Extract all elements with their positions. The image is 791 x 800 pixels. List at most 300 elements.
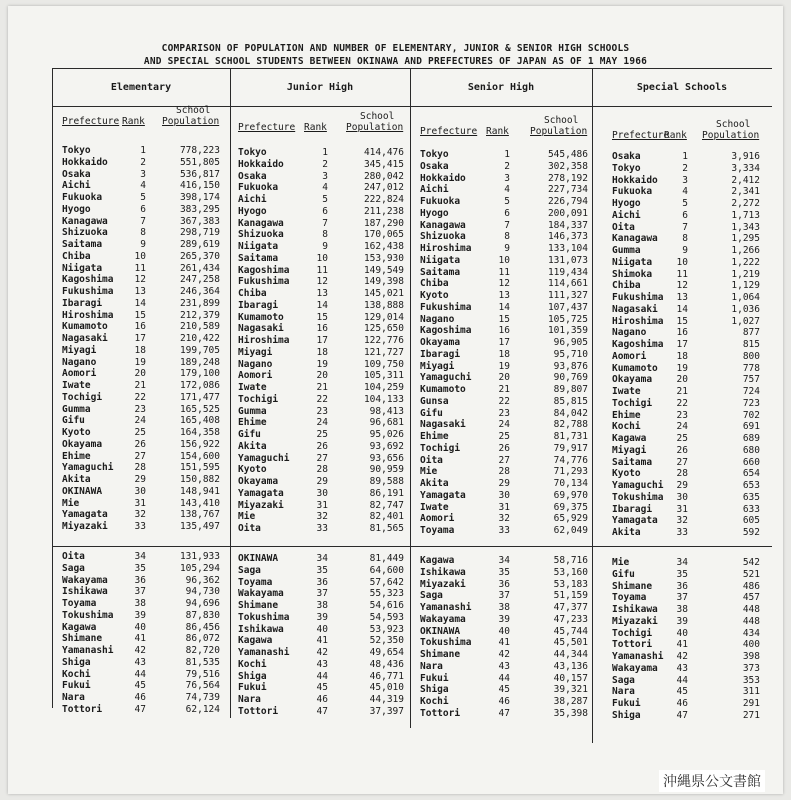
table-row bbox=[410, 637, 592, 649]
table-row bbox=[52, 368, 230, 380]
prefecture-cell: Hiroshima bbox=[420, 243, 472, 254]
population-cell: 156,922 bbox=[179, 438, 220, 450]
prefecture-cell: Nagano bbox=[238, 358, 273, 370]
rank-cell: 38 bbox=[676, 604, 688, 615]
table-row bbox=[410, 708, 592, 720]
population-cell: 105,294 bbox=[179, 562, 220, 574]
population-cell: 119,434 bbox=[547, 266, 588, 278]
rank-cell: 44 bbox=[134, 668, 146, 680]
table-row bbox=[410, 231, 592, 243]
table-row bbox=[592, 480, 772, 492]
rank-cell: 31 bbox=[316, 499, 328, 511]
rank-cell: 47 bbox=[676, 709, 688, 721]
population-cell: 69,970 bbox=[553, 489, 588, 501]
rank-cell: 11 bbox=[498, 266, 510, 278]
prefecture-cell: Yamanashi bbox=[238, 647, 290, 658]
rank-cell: 42 bbox=[676, 651, 688, 662]
rank-cell: 25 bbox=[316, 429, 328, 440]
table-row bbox=[410, 567, 592, 579]
prefecture-cell: Tochigi bbox=[420, 442, 461, 454]
table-row bbox=[230, 229, 410, 241]
population-cell: 81,535 bbox=[185, 656, 220, 668]
population-cell: 150,882 bbox=[179, 474, 220, 485]
prefecture-cell: Gifu bbox=[420, 407, 443, 419]
table-row bbox=[230, 194, 410, 206]
rank-cell: 45 bbox=[316, 682, 328, 694]
prefecture-cell: Yamanashi bbox=[612, 651, 664, 662]
table-row bbox=[592, 445, 772, 457]
prefecture-cell: Nara bbox=[238, 694, 261, 705]
table-row bbox=[592, 245, 772, 257]
rank-cell: 40 bbox=[676, 627, 688, 639]
population-cell: 1,343 bbox=[731, 221, 760, 233]
table-row bbox=[52, 521, 230, 533]
table-row bbox=[230, 671, 410, 683]
rank-cell: 3 bbox=[140, 168, 146, 180]
prefecture-cell: Osaka bbox=[238, 170, 267, 182]
population-cell: 1,222 bbox=[731, 256, 760, 268]
rank-cell: 30 bbox=[316, 487, 328, 499]
population-cell: 226,794 bbox=[547, 196, 588, 207]
prefecture-cell: Gunsa bbox=[420, 395, 449, 407]
population-cell: 86,191 bbox=[369, 487, 404, 499]
table-row bbox=[52, 563, 230, 575]
population-cell: 545,486 bbox=[547, 149, 588, 160]
prefecture-cell: Hyogo bbox=[238, 205, 267, 217]
table-row bbox=[52, 633, 230, 645]
rank-cell: 14 bbox=[134, 297, 146, 309]
table-row bbox=[52, 251, 230, 263]
rank-cell: 7 bbox=[682, 221, 688, 233]
prefecture-cell: Hiroshima bbox=[612, 315, 664, 327]
rank-cell: 14 bbox=[676, 303, 688, 315]
population-cell: 71,293 bbox=[553, 466, 588, 478]
prefecture-cell: Yamaguchi bbox=[62, 462, 114, 474]
table-row bbox=[52, 575, 230, 587]
rank-cell: 43 bbox=[134, 656, 146, 668]
population-cell: 57,642 bbox=[369, 576, 404, 588]
population-cell: 105,725 bbox=[547, 313, 588, 325]
table-row bbox=[410, 361, 592, 373]
prefecture-cell: Mie bbox=[62, 497, 80, 509]
population-cell: 138,767 bbox=[179, 509, 220, 521]
population-cell: 278,192 bbox=[547, 172, 588, 184]
rank-cell: 37 bbox=[134, 586, 146, 598]
population-cell: 104,259 bbox=[363, 382, 404, 393]
prefecture-cell: Fukuoka bbox=[62, 192, 103, 203]
prefecture-cell: Kagawa bbox=[612, 433, 647, 444]
prefecture-cell: Niigata bbox=[420, 254, 461, 266]
table-row bbox=[410, 278, 592, 290]
prefecture-cell: Shizuoka bbox=[238, 229, 284, 241]
rank-cell: 25 bbox=[676, 433, 688, 444]
table-row bbox=[592, 569, 772, 581]
header-school: School bbox=[176, 105, 211, 116]
prefecture-cell: Gifu bbox=[612, 568, 635, 580]
rank-cell: 6 bbox=[322, 205, 328, 217]
rank-cell: 41 bbox=[676, 639, 688, 651]
prefecture-cell: Fukushima bbox=[238, 276, 290, 288]
header-prefecture: Prefecture bbox=[420, 126, 478, 137]
section-title: Junior High bbox=[286, 82, 354, 93]
rank-cell: 44 bbox=[498, 672, 510, 684]
prefecture-cell: Tokyo bbox=[238, 147, 267, 158]
population-cell: 76,564 bbox=[185, 680, 220, 692]
population-cell: 212,379 bbox=[179, 309, 220, 321]
prefecture-cell: Akita bbox=[238, 440, 267, 452]
rank-cell: 45 bbox=[676, 686, 688, 698]
prefecture-cell: Kanagawa bbox=[612, 233, 658, 245]
rank-cell: 20 bbox=[134, 368, 146, 380]
prefecture-cell: Aomori bbox=[62, 368, 97, 380]
rank-cell: 44 bbox=[676, 674, 688, 686]
prefecture-cell: Kanagawa bbox=[238, 217, 284, 229]
prefecture-cell: Tottori bbox=[238, 705, 279, 717]
table-row bbox=[52, 498, 230, 510]
population-cell: 122,776 bbox=[363, 335, 404, 346]
rank-cell: 36 bbox=[316, 576, 328, 588]
rank-cell: 3 bbox=[504, 172, 510, 184]
rank-cell: 19 bbox=[498, 360, 510, 372]
prefecture-cell: Shimane bbox=[420, 649, 461, 660]
population-cell: 53,183 bbox=[553, 578, 588, 590]
prefecture-cell: Ishikawa bbox=[238, 623, 284, 635]
rank-cell: 4 bbox=[322, 182, 328, 194]
prefecture-cell: Kagawa bbox=[62, 621, 97, 633]
prefecture-cell: Aomori bbox=[612, 350, 647, 362]
population-cell: 400 bbox=[742, 639, 760, 651]
population-cell: 298,719 bbox=[179, 227, 220, 239]
population-cell: 45,501 bbox=[553, 637, 588, 649]
prefecture-cell: Yamagata bbox=[420, 489, 466, 501]
table-row bbox=[230, 635, 410, 647]
rank-cell: 8 bbox=[322, 229, 328, 241]
prefecture-cell: Kochi bbox=[238, 658, 267, 670]
table-row bbox=[230, 476, 410, 488]
table-row bbox=[230, 394, 410, 406]
prefecture-cell: Okayama bbox=[612, 374, 653, 386]
rank-cell: 39 bbox=[134, 609, 146, 621]
table-row bbox=[230, 406, 410, 418]
rank-cell: 12 bbox=[676, 280, 688, 292]
table-row bbox=[410, 490, 592, 502]
prefecture-cell: Yamanashi bbox=[62, 645, 114, 656]
prefecture-cell: Nara bbox=[62, 692, 85, 703]
prefecture-cell: Kumamoto bbox=[238, 311, 284, 323]
rank-cell: 32 bbox=[316, 511, 328, 523]
rank-cell: 34 bbox=[316, 553, 328, 564]
prefecture-cell: Hokkaido bbox=[238, 158, 284, 170]
prefecture-cell: Saga bbox=[420, 590, 443, 602]
rank-cell: 4 bbox=[140, 180, 146, 192]
prefecture-cell: Kyoto bbox=[238, 464, 267, 476]
prefecture-cell: Shizuoka bbox=[62, 227, 108, 239]
rank-cell: 23 bbox=[676, 409, 688, 421]
population-cell: 37,397 bbox=[369, 705, 404, 717]
prefecture-cell: Fukushima bbox=[420, 301, 472, 313]
population-cell: 800 bbox=[742, 350, 760, 362]
rank-cell: 31 bbox=[134, 497, 146, 509]
prefecture-cell: Miyagi bbox=[238, 346, 273, 358]
table-row bbox=[52, 286, 230, 298]
population-cell: 654 bbox=[742, 468, 760, 480]
population-cell: 416,150 bbox=[179, 180, 220, 192]
population-cell: 95,026 bbox=[369, 429, 404, 440]
rank-cell: 13 bbox=[316, 288, 328, 299]
table-row bbox=[410, 602, 592, 614]
population-cell: 633 bbox=[742, 503, 760, 515]
population-cell: 125,650 bbox=[363, 323, 404, 335]
population-cell: 311 bbox=[742, 686, 760, 698]
prefecture-cell: Osaka bbox=[420, 160, 449, 172]
rank-cell: 4 bbox=[682, 186, 688, 198]
population-cell: 457 bbox=[742, 592, 760, 604]
prefecture-cell: Hokkaido bbox=[62, 156, 108, 168]
table-row bbox=[52, 380, 230, 392]
prefecture-cell: Miyazaki bbox=[420, 578, 466, 590]
rank-cell: 40 bbox=[498, 625, 510, 637]
header-school: School bbox=[716, 119, 751, 130]
prefecture-cell: Tochigi bbox=[238, 393, 279, 405]
population-cell: 35,398 bbox=[553, 707, 588, 719]
prefecture-cell: Kagoshima bbox=[420, 325, 472, 337]
prefecture-cell: Ehime bbox=[238, 417, 267, 429]
population-cell: 723 bbox=[742, 397, 760, 409]
rank-cell: 40 bbox=[316, 623, 328, 635]
population-cell: 79,516 bbox=[185, 668, 220, 680]
rank-cell: 26 bbox=[498, 442, 510, 454]
rank-cell: 43 bbox=[498, 660, 510, 672]
prefecture-cell: Fukuoka bbox=[420, 196, 461, 207]
table-row bbox=[410, 579, 592, 591]
table-row bbox=[230, 565, 410, 577]
prefecture-cell: Hyogo bbox=[612, 198, 641, 209]
population-cell: 55,323 bbox=[369, 588, 404, 600]
rank-cell: 33 bbox=[676, 527, 688, 538]
rank-cell: 20 bbox=[316, 370, 328, 382]
rank-cell: 22 bbox=[676, 397, 688, 409]
archive-watermark: 沖縄県公文書館 bbox=[659, 770, 765, 792]
rank-cell: 17 bbox=[498, 337, 510, 348]
population-cell: 87,830 bbox=[185, 609, 220, 621]
table-row bbox=[592, 504, 772, 516]
rank-cell: 42 bbox=[134, 645, 146, 656]
population-cell: 280,042 bbox=[363, 170, 404, 182]
prefecture-cell: Tottori bbox=[612, 639, 653, 651]
table-row bbox=[592, 604, 772, 616]
population-cell: 265,370 bbox=[179, 250, 220, 262]
table-row bbox=[230, 265, 410, 277]
prefecture-cell: Yamaguchi bbox=[420, 372, 472, 384]
population-cell: 179,100 bbox=[179, 368, 220, 380]
prefecture-cell: Yamagata bbox=[612, 515, 658, 527]
table-row bbox=[230, 523, 410, 535]
table-row bbox=[52, 622, 230, 634]
rank-cell: 39 bbox=[498, 613, 510, 625]
rank-cell: 21 bbox=[316, 382, 328, 393]
rank-cell: 46 bbox=[134, 692, 146, 703]
population-cell: 302,358 bbox=[547, 160, 588, 172]
table-row bbox=[52, 392, 230, 404]
rank-cell: 8 bbox=[140, 227, 146, 239]
prefecture-cell: Tokushima bbox=[612, 491, 664, 503]
rank-cell: 23 bbox=[316, 405, 328, 417]
rank-cell: 35 bbox=[676, 568, 688, 580]
table-row bbox=[410, 337, 592, 349]
prefecture-cell: Gumma bbox=[238, 405, 267, 417]
population-cell: 210,589 bbox=[179, 321, 220, 333]
table-row bbox=[230, 500, 410, 512]
population-cell: 79,917 bbox=[553, 442, 588, 454]
population-cell: 164,358 bbox=[179, 427, 220, 438]
table-row bbox=[592, 468, 772, 480]
rank-cell: 18 bbox=[134, 344, 146, 356]
table-row bbox=[410, 290, 592, 302]
population-cell: 2,412 bbox=[731, 174, 760, 186]
population-cell: 154,600 bbox=[179, 450, 220, 462]
rank-cell: 3 bbox=[322, 170, 328, 182]
population-cell: 81,731 bbox=[553, 431, 588, 442]
rank-cell: 47 bbox=[316, 705, 328, 717]
rank-cell: 28 bbox=[134, 462, 146, 474]
table-row bbox=[52, 321, 230, 333]
prefecture-cell: Toyama bbox=[612, 592, 647, 604]
table-row bbox=[230, 588, 410, 600]
table-row bbox=[410, 396, 592, 408]
population-cell: 39,321 bbox=[553, 684, 588, 696]
rank-cell: 5 bbox=[504, 196, 510, 207]
prefecture-cell: Gifu bbox=[62, 415, 85, 427]
table-row bbox=[592, 628, 772, 640]
prefecture-cell: Hyogo bbox=[420, 207, 449, 219]
table-row bbox=[230, 382, 410, 394]
table-row bbox=[230, 312, 410, 324]
population-cell: 96,362 bbox=[185, 574, 220, 586]
table-row bbox=[410, 626, 592, 638]
table-row bbox=[230, 659, 410, 671]
table-row bbox=[52, 669, 230, 681]
section-title: Special Schools bbox=[636, 82, 728, 93]
table-row bbox=[230, 171, 410, 183]
header-population: Population bbox=[346, 122, 404, 133]
prefecture-cell: Hiroshima bbox=[238, 335, 290, 346]
rank-cell: 26 bbox=[676, 444, 688, 456]
prefecture-cell: Chiba bbox=[62, 250, 91, 262]
header-population: Population bbox=[162, 116, 220, 127]
rank-cell: 29 bbox=[498, 478, 510, 489]
table-row bbox=[410, 208, 592, 220]
population-cell: 62,124 bbox=[185, 703, 220, 715]
table-row bbox=[592, 710, 772, 722]
rank-cell: 36 bbox=[134, 574, 146, 586]
table-row bbox=[592, 222, 772, 234]
prefecture-cell: Tokushima bbox=[420, 637, 472, 649]
population-cell: 1,129 bbox=[731, 280, 760, 292]
prefecture-cell: Iwate bbox=[420, 501, 449, 513]
population-cell: 702 bbox=[742, 409, 760, 421]
prefecture-cell: Saitama bbox=[612, 456, 653, 468]
table-row bbox=[52, 451, 230, 463]
table-row bbox=[410, 384, 592, 396]
rank-cell: 42 bbox=[316, 647, 328, 658]
table-row bbox=[592, 386, 772, 398]
population-cell: 149,398 bbox=[363, 276, 404, 288]
population-cell: 345,415 bbox=[363, 158, 404, 170]
table-row bbox=[52, 310, 230, 322]
prefecture-cell: Chiba bbox=[238, 288, 267, 299]
population-cell: 660 bbox=[742, 456, 760, 468]
population-cell: 114,661 bbox=[547, 278, 588, 290]
rank-cell: 36 bbox=[676, 580, 688, 592]
prefecture-cell: Wakayama bbox=[420, 613, 466, 625]
population-cell: 129,014 bbox=[363, 311, 404, 323]
table-row bbox=[592, 433, 772, 445]
prefecture-cell: Tochigi bbox=[612, 627, 653, 639]
section-header-rule bbox=[52, 106, 772, 107]
prefecture-cell: Yamaguchi bbox=[612, 480, 664, 491]
population-cell: 778,223 bbox=[179, 145, 220, 156]
population-cell: 138,888 bbox=[363, 299, 404, 311]
rank-cell: 2 bbox=[504, 160, 510, 172]
rank-cell: 33 bbox=[134, 521, 146, 532]
population-cell: 69,375 bbox=[553, 501, 588, 513]
prefecture-cell: Iwate bbox=[62, 380, 91, 391]
prefecture-cell: Nagasaki bbox=[612, 303, 658, 315]
rank-cell: 13 bbox=[498, 290, 510, 301]
population-cell: 605 bbox=[742, 515, 760, 527]
rank-cell: 5 bbox=[140, 192, 146, 203]
population-cell: 65,929 bbox=[553, 513, 588, 525]
rank-cell: 10 bbox=[134, 250, 146, 262]
population-cell: 111,327 bbox=[547, 290, 588, 301]
table-row bbox=[230, 600, 410, 612]
prefecture-cell: Tokyo bbox=[420, 149, 449, 160]
table-row bbox=[52, 263, 230, 275]
table-row bbox=[52, 462, 230, 474]
prefecture-cell: Saga bbox=[62, 562, 85, 574]
population-cell: 48,436 bbox=[369, 658, 404, 670]
header-prefecture: Prefecture bbox=[238, 122, 296, 133]
table-row bbox=[592, 233, 772, 245]
prefecture-cell: Mie bbox=[238, 511, 256, 523]
population-cell: 815 bbox=[742, 339, 760, 350]
rank-cell: 3 bbox=[682, 174, 688, 186]
table-row bbox=[410, 419, 592, 431]
population-cell: 162,438 bbox=[363, 241, 404, 252]
prefecture-cell: Oita bbox=[62, 551, 85, 562]
rank-cell: 32 bbox=[134, 509, 146, 521]
rank-cell: 47 bbox=[498, 707, 510, 719]
table-row bbox=[52, 474, 230, 486]
population-cell: 45,010 bbox=[369, 682, 404, 694]
population-cell: 3,916 bbox=[731, 151, 760, 162]
rank-cell: 9 bbox=[322, 241, 328, 252]
population-cell: 86,072 bbox=[185, 633, 220, 645]
table-row bbox=[592, 304, 772, 316]
rank-cell: 36 bbox=[498, 578, 510, 590]
population-cell: 109,750 bbox=[363, 358, 404, 370]
prefecture-cell: Akita bbox=[62, 474, 91, 485]
table-row bbox=[52, 551, 230, 563]
rank-cell: 6 bbox=[682, 209, 688, 221]
rank-cell: 20 bbox=[676, 374, 688, 386]
prefecture-cell: Shimane bbox=[238, 600, 279, 611]
prefecture-cell: Iwate bbox=[238, 382, 267, 393]
table-row bbox=[592, 639, 772, 651]
prefecture-cell: Aichi bbox=[238, 194, 267, 205]
table-row bbox=[52, 216, 230, 228]
population-cell: 434 bbox=[742, 627, 760, 639]
